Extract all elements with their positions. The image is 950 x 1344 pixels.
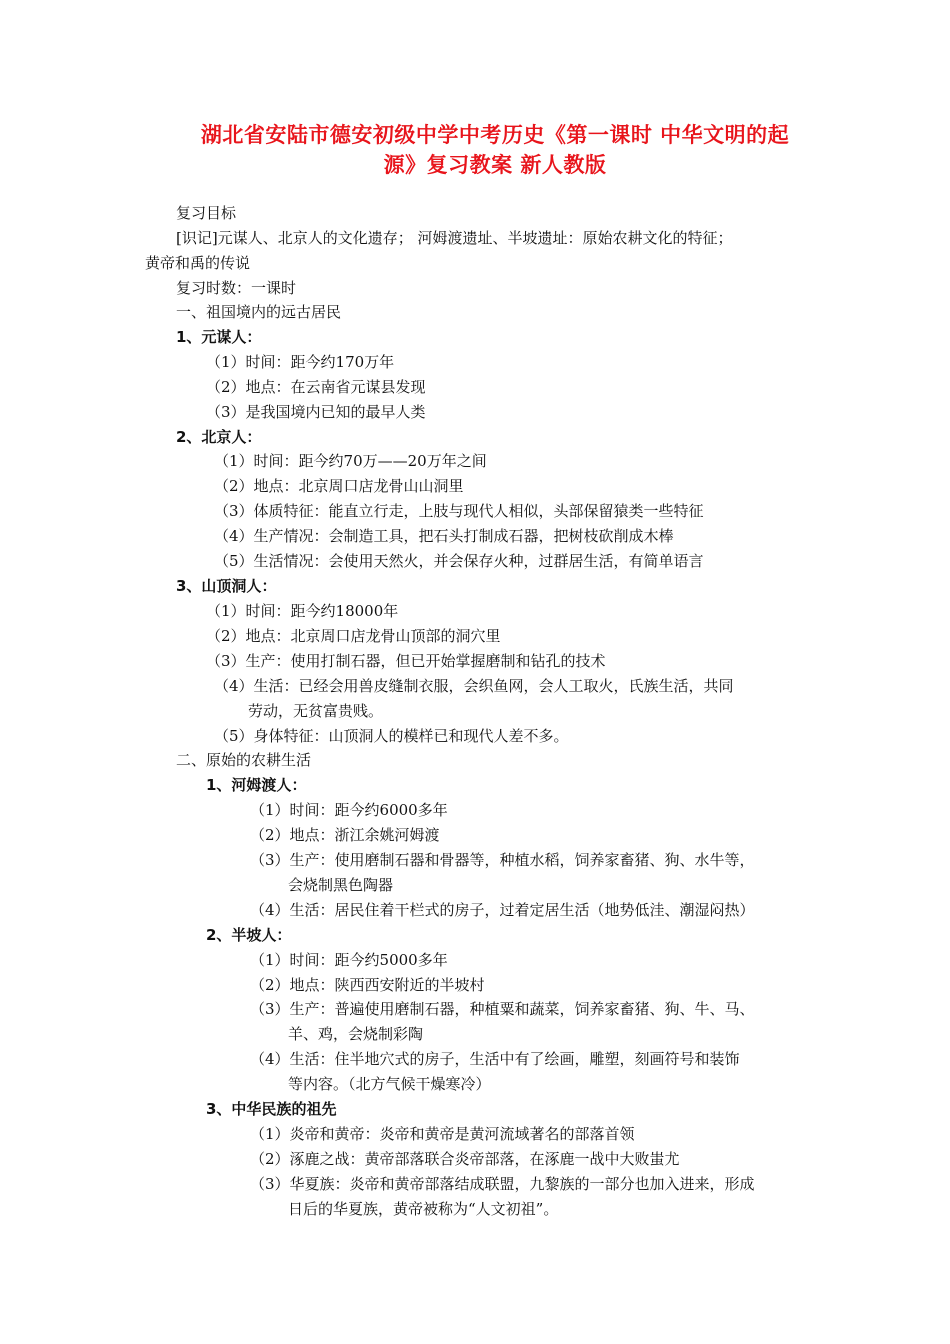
beijing-heading: 2、北京人： (176, 428, 262, 446)
list-item: （3）生产：普遍使用磨制石器，种植粟和蔬菜，饲养家畜猪、狗、牛、马、 (250, 1000, 755, 1018)
list-item: （1）时间：距今约18000年 (206, 602, 399, 620)
ancestors-heading: 3、中华民族的祖先 (206, 1100, 337, 1118)
list-item: （3）体质特征：能直立行走，上肢与现代人相似，头部保留猿类一些特征 (214, 502, 704, 520)
list-item-continuation: 等内容。（北方气候干燥寒冷） (288, 1075, 491, 1093)
yuanmou-heading: 1、元谋人： (176, 328, 262, 346)
section-1-heading: 一、祖国境内的远古居民 (176, 303, 342, 321)
list-item-continuation: 会烧制黑色陶器 (288, 876, 394, 894)
objectives-line-2: 黄帝和禹的传说 (145, 254, 251, 272)
list-item: （5）生活情况：会使用天然火，并会保存火种，过群居生活，有简单语言 (214, 552, 704, 570)
objectives-heading: 复习目标 (176, 204, 237, 222)
hemudu-heading: 1、河姆渡人： (206, 776, 307, 794)
list-item: （3）是我国境内已知的最早人类 (206, 403, 426, 421)
list-item: （5）身体特征：山顶洞人的模样已和现代人差不多。 (214, 727, 569, 745)
list-item: （2）地点：浙江余姚河姆渡 (250, 826, 440, 844)
list-item-continuation: 劳动，无贫富贵贱。 (248, 702, 384, 720)
list-item: （4）生活：已经会用兽皮缝制衣服，会织鱼网，会人工取火，氏族生活，共同 (214, 677, 734, 695)
title-line-1: 湖北省安陆市德安初级中学中考历史《第一课时 中华文明的起 (200, 123, 790, 147)
list-item: （3）生产：使用磨制石器和骨器等，种植水稻，饲养家畜猪、狗、水牛等， (250, 851, 755, 869)
list-item-continuation: 羊、鸡，会烧制彩陶 (288, 1025, 424, 1043)
title-line-2: 源》复习教案 新人教版 (383, 153, 607, 177)
list-item: （4）生产情况：会制造工具，把石头打制成石器，把树枝砍削成木棒 (214, 527, 674, 545)
list-item: （2）地点：北京周口店龙骨山顶部的洞穴里 (206, 627, 501, 645)
list-item: （3）华夏族：炎帝和黄帝部落结成联盟，九黎族的一部分也加入进来，形成 (250, 1175, 755, 1193)
document-title (150, 120, 840, 180)
list-item: （1）时间：距今约70万——20万年之间 (214, 452, 487, 470)
list-item: （4）生活：住半地穴式的房子，生活中有了绘画，雕塑，刻画符号和装饰 (250, 1050, 740, 1068)
list-item: （2）涿鹿之战：黄帝部落联合炎帝部落，在涿鹿一战中大败蚩尤 (250, 1150, 680, 1168)
list-item: （2）地点：在云南省元谋县发现 (206, 378, 426, 396)
list-item: （3）生产：使用打制石器，但已开始掌握磨制和钻孔的技术 (206, 652, 606, 670)
banpo-heading: 2、半坡人： (206, 926, 292, 944)
list-item: （1）炎帝和黄帝：炎帝和黄帝是黄河流域著名的部落首领 (250, 1125, 635, 1143)
list-item: （4）生活：居民住着干栏式的房子，过着定居生活（地势低洼、潮湿闷热） (250, 901, 755, 919)
list-item: （2）地点：陕西西安附近的半坡村 (250, 976, 485, 994)
review-hours: 复习时数：一课时 (176, 279, 297, 297)
shanding-heading: 3、山顶洞人： (176, 577, 277, 595)
list-item: （1）时间：距今约6000多年 (250, 801, 448, 819)
list-item: （2）地点：北京周口店龙骨山山洞里 (214, 477, 464, 495)
list-item: （1）时间：距今约5000多年 (250, 951, 448, 969)
section-2-heading: 二、原始的农耕生活 (176, 751, 312, 769)
objectives-line-1: [识记]元谋人、北京人的文化遗存； 河姆渡遗址、半坡遗址：原始农耕文化的特征； (176, 229, 733, 247)
list-item-continuation: 日后的华夏族，黄帝被称为“人文初祖”。 (288, 1200, 559, 1218)
list-item: （1）时间：距今约170万年 (206, 353, 395, 371)
